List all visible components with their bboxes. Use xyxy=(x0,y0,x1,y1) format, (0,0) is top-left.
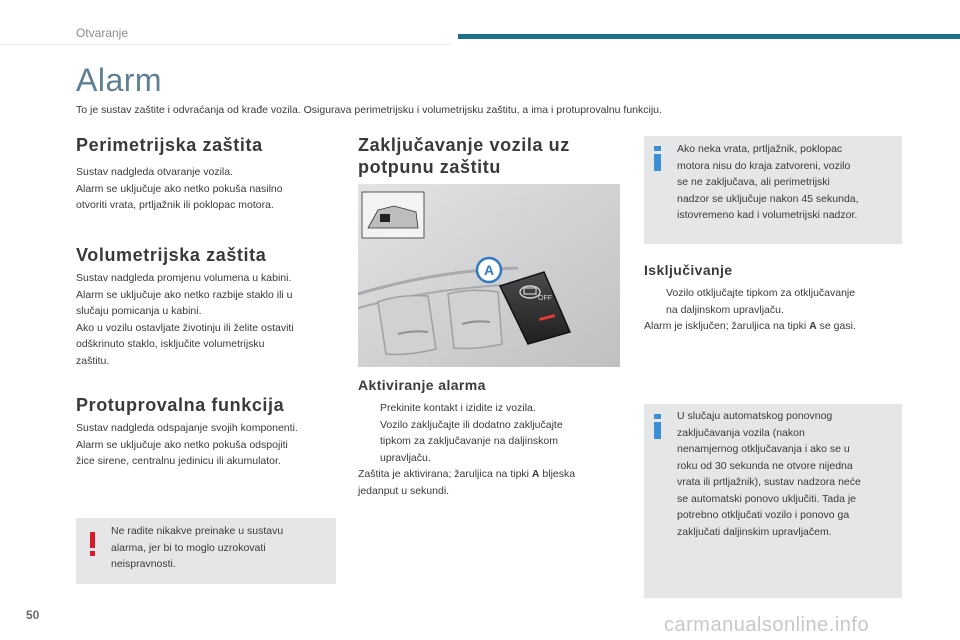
deactivation-heading: Isključivanje xyxy=(644,262,733,278)
info-box-relock-text: U slučaju automatskog ponovnog zaključavanja vozila (nakon nenamjernog otključavanja i ako se u roku od 30 sekunda ne otvore nijedna vrata ili prtljažnik), sustav nadzora neće se automatski ponovo uključiti. Tada je potrebno otključati vozilo i ponovo ga zaključati daljinskim upravljačem. xyxy=(677,410,861,538)
info-box-closure xyxy=(644,136,902,244)
callout-label: A xyxy=(483,262,495,278)
deactivation-step: Vozilo otključajte tipkom za otključavanje na daljinskom upravljaču. xyxy=(666,287,856,316)
info-icon xyxy=(654,414,664,439)
header-divider xyxy=(0,44,450,45)
deactivation-status: Alarm je isključen; žaruljica na tipki A se gasi. xyxy=(644,320,856,332)
perimetric-text: Sustav nadgleda otvaranje vozila. Alarm se uključuje ako netko pokuša nasilno otvoriti vrata, prtljažnik ili poklopac motora. xyxy=(76,166,283,211)
antitamper-heading: Protuprovalna funkcija xyxy=(76,395,285,415)
perimetric-heading: Perimetrijska zaštita xyxy=(76,135,263,155)
info-box-closure-text: Ako neka vrata, prtljažnik, poklopac motora nisu do kraja zatvoreni, vozilo se ne zaključava, ali perimetrijski nadzor se uključuje nakon 45 sekunda, istovremeno kad i volumetrijski nadzor. xyxy=(677,143,859,221)
warning-box xyxy=(76,518,336,584)
intro-text: To je sustav zaštite i odvraćanja od krađe vozila. Osigurava perimetrijsku i volumetrijsku zaštitu, a ima i protuprovalnu funkciju. xyxy=(76,104,662,116)
warning-text: Ne radite nikakve preinake u sustavu alarma, jer bi to moglo uzrokovati neispravnosti. xyxy=(111,525,284,570)
dashboard-illustration xyxy=(358,184,620,367)
deactivation-text xyxy=(644,285,904,335)
activation-text: Prekinite kontakt i izidite iz vozila. Vozilo zaključajte ili dodatno zaključajte tipkom za zaključavanje na daljinskom upravljaču. Zaštita je aktivirana; žaruljica na tipki A bljeska jedanput u sekundi. xyxy=(358,400,620,499)
svg-text:OFF: OFF xyxy=(538,295,552,302)
activation-heading: Aktiviranje alarma xyxy=(358,377,486,393)
info-icon xyxy=(654,146,664,171)
antitamper-text: Sustav nadgleda odspajanje svojih komponenti. Alarm se uključuje ako netko pokuša odspojiti žice sirene, centralnu jedinicu ili akumulator. xyxy=(76,422,298,467)
section-title: Otvaranje xyxy=(76,26,129,40)
page-title: Alarm xyxy=(76,62,163,98)
activation-status: Zaštita je aktivirana; žaruljica na tipki A bljeska xyxy=(358,468,576,480)
volumetric-heading: Volumetrijska zaštita xyxy=(76,245,267,265)
info-box-relock xyxy=(644,404,902,598)
central-locking-button-photo xyxy=(358,184,620,367)
header-accent-bar xyxy=(458,34,960,39)
locking-heading: Zaključavanje vozila uz potpunu zaštitu xyxy=(358,135,570,177)
volumetric-text: Sustav nadgleda promjenu volumena u kabini. Alarm se uključuje ako netko razbije staklo ili u slučaju pomicanja u kabini. Ako u vozilu ostavljate životinju ili želite ostaviti odškrinuto staklo, isključite volumetrijsku zaštitu. xyxy=(76,272,294,367)
warning-icon xyxy=(90,532,96,556)
activation-step-2: Vozilo zaključajte ili dodatno zaključajte tipkom za zaključavanje na daljinskom upravljaču. xyxy=(380,418,563,464)
watermark: carmanualsonline.info xyxy=(664,614,870,636)
activation-step-1: Prekinite kontakt i izidite iz vozila. xyxy=(380,402,536,414)
page-number: 50 xyxy=(26,608,40,622)
